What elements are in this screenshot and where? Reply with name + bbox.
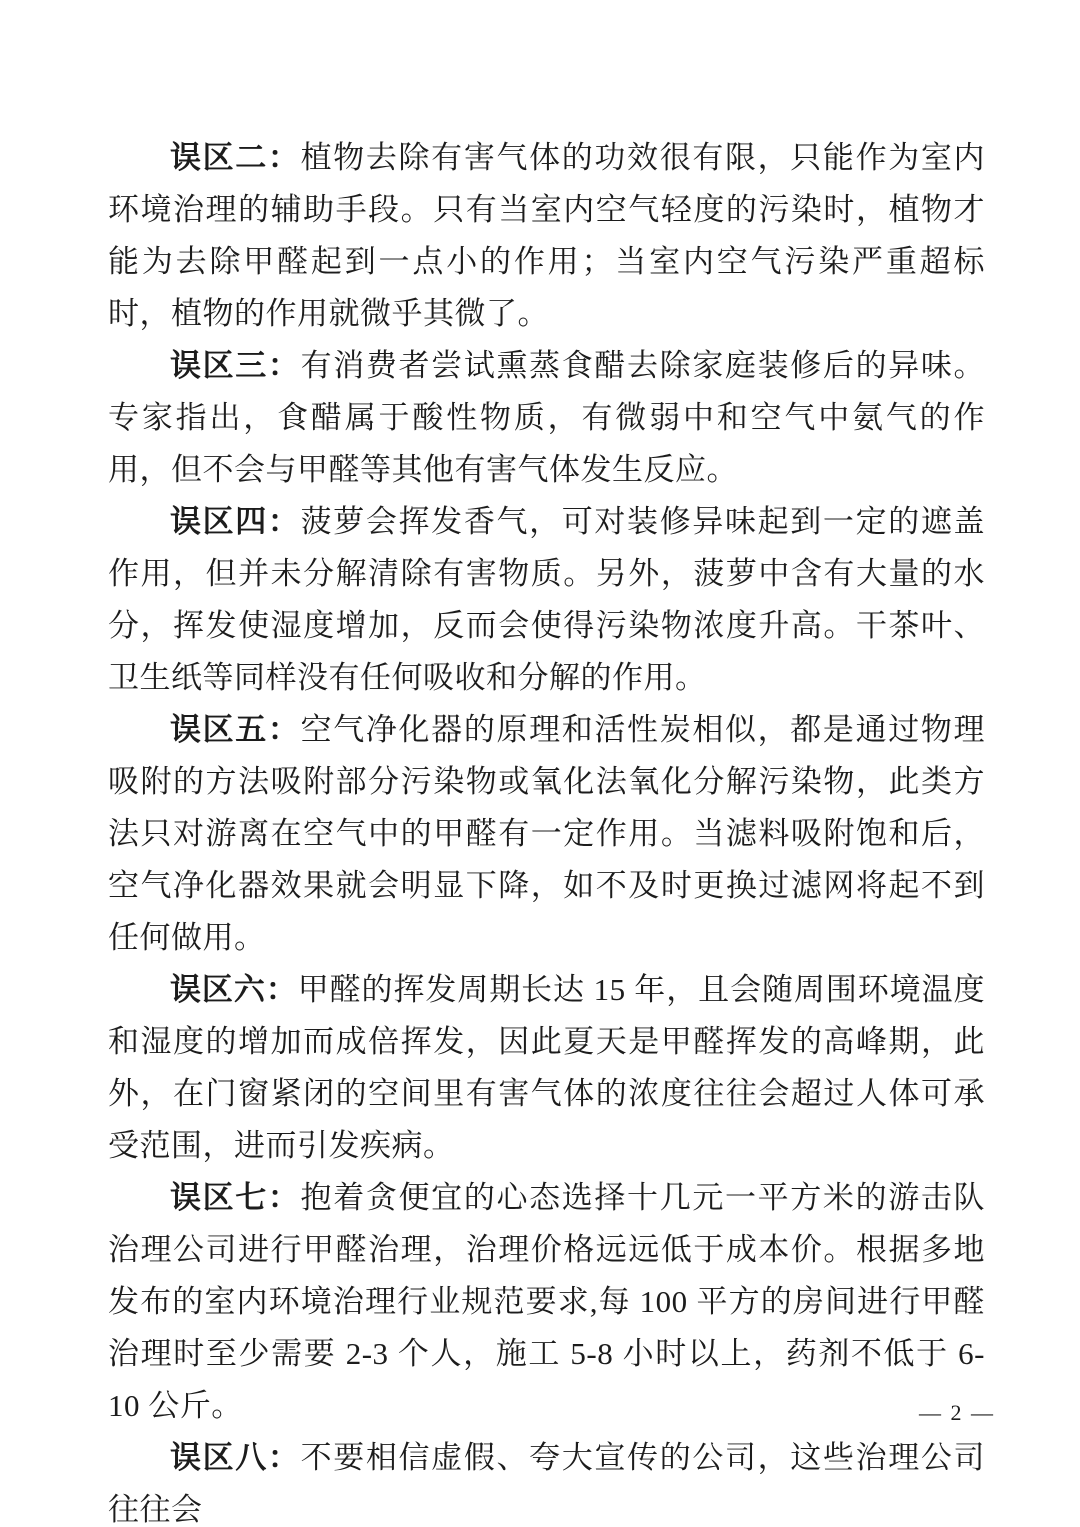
paragraph-misconception-8 — [108, 1432, 985, 1527]
misconception-7-text: 抱着贪便宜的心态选择十几元一平方米的游击队治理公司进行甲醛治理，治理价格远远低于成本价。根据多地发布的室内环境治理行业规范要求,每 100 平方的房间进行甲醛治理时至少需要 2-3 个人，施工 5-8 小时以上，药剂不低于 6-10 公斤。 — [108, 1180, 986, 1423]
misconception-3-label: 误区三： — [170, 348, 301, 383]
misconception-6-label: 误区六： — [170, 972, 298, 1007]
paragraph-misconception-7 — [108, 1172, 985, 1432]
misconception-5-text: 空气净化器的原理和活性炭相似，都是通过物理吸附的方法吸附部分污染物或氧化法氧化分解污染物，此类方法只对游离在空气中的甲醛有一定作用。当滤料吸附饱和后，空气净化器效果就会明显下降，如不及时更换过滤网将起不到任何做用。 — [108, 712, 986, 955]
misconception-3-text: 有消费者尝试熏蒸食醋去除家庭装修后的异味。专家指出，食醋属于酸性物质，有微弱中和空气中氨气的作用，但不会与甲醛等其他有害气体发生反应。 — [108, 348, 986, 487]
paragraph-misconception-4 — [108, 496, 985, 704]
misconception-8-label: 误区八： — [170, 1440, 301, 1475]
paragraph-misconception-3 — [108, 340, 985, 496]
misconception-4-label: 误区四： — [170, 504, 301, 539]
misconception-2-label: 误区二： — [170, 140, 301, 175]
paragraph-misconception-6 — [108, 964, 985, 1172]
document-body — [108, 132, 985, 1527]
paragraph-misconception-5 — [108, 704, 985, 964]
misconception-7-label: 误区七： — [170, 1180, 301, 1215]
paragraph-misconception-2 — [108, 132, 985, 340]
misconception-5-label: 误区五： — [170, 712, 301, 747]
misconception-4-text: 菠萝会挥发香气，可对装修异味起到一定的遮盖作用，但并未分解清除有害物质。另外，菠萝中含有大量的水分，挥发使湿度增加，反而会使得污染物浓度升高。干茶叶、卫生纸等同样没有任何吸收和分解的作用。 — [108, 504, 986, 695]
misconception-8-text: 不要相信虚假、夸大宣传的公司，这些治理公司往往会 — [108, 1440, 986, 1527]
misconception-6-text: 甲醛的挥发周期长达 15 年，且会随周围环境温度和湿度的增加而成倍挥发，因此夏天是甲醛挥发的高峰期，此外，在门窗紧闭的空间里有害气体的浓度往往会超过人体可承受范围，进而引发疾病。 — [108, 972, 986, 1163]
page-number: — 2 — — [919, 1400, 995, 1425]
misconception-2-text: 植物去除有害气体的功效很有限，只能作为室内环境治理的辅助手段。只有当室内空气轻度的污染时，植物才能为去除甲醛起到一点小的作用；当室内空气污染严重超标时，植物的作用就微乎其微了。 — [108, 140, 986, 331]
